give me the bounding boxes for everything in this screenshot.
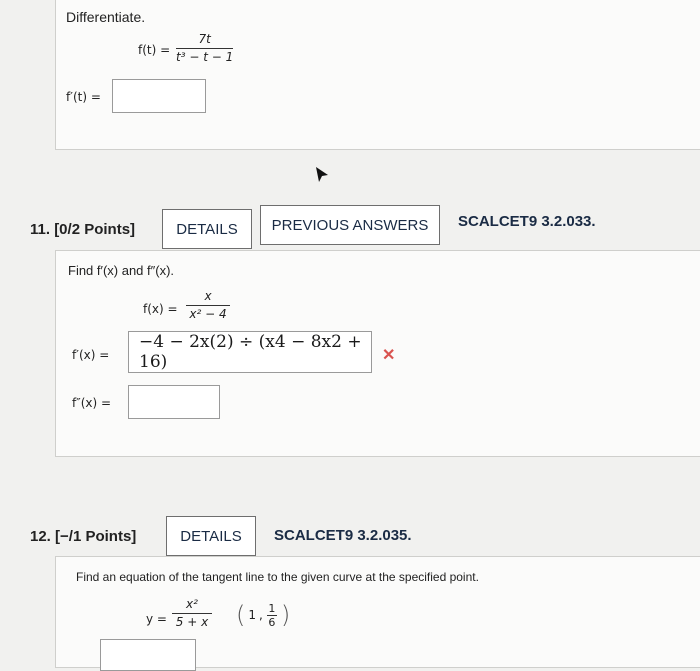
fraction-bar bbox=[172, 613, 212, 614]
specified-point: ( 1 , 1 6 ) bbox=[236, 601, 291, 629]
point-y-denominator: 6 bbox=[268, 615, 276, 629]
problem-11-card bbox=[55, 250, 700, 457]
fdoubleprime-label: f″(x) = bbox=[72, 396, 112, 410]
instruction-text: Find f′(x) and f″(x). bbox=[68, 263, 175, 278]
function-label: f(x) = bbox=[143, 302, 178, 316]
numerator: x² bbox=[186, 597, 198, 611]
point-y-numerator: 1 bbox=[268, 601, 276, 615]
previous-answers-button[interactable]: PREVIOUS ANSWERS bbox=[260, 205, 440, 245]
fraction-bar bbox=[176, 48, 233, 49]
problem-12-source: SCALCET9 3.2.035. bbox=[274, 527, 412, 544]
curve-fraction bbox=[172, 597, 212, 630]
instruction-text: Differentiate. bbox=[66, 9, 146, 25]
problem-12-card bbox=[55, 556, 700, 668]
y-label: y = bbox=[146, 612, 167, 626]
details-button[interactable]: DETAILS bbox=[166, 516, 256, 556]
details-button[interactable]: DETAILS bbox=[162, 209, 252, 249]
function-fraction bbox=[186, 289, 230, 322]
denominator: 5 + x bbox=[175, 615, 209, 629]
function-fraction bbox=[176, 32, 233, 65]
mouse-cursor-icon bbox=[314, 166, 330, 184]
fprime-label: f′(x) = bbox=[72, 348, 110, 362]
fraction-bar bbox=[186, 305, 230, 306]
instruction-text: Find an equation of the tangent line to the given curve at the specified point. bbox=[76, 570, 479, 584]
derivative-answer-input[interactable] bbox=[112, 79, 206, 113]
numerator: x bbox=[204, 289, 212, 303]
tangent-line-answer-input[interactable] bbox=[100, 639, 196, 671]
fprime-answer-text: −4 − 2x(2) ÷ (x4 − 8x2 + 16) bbox=[139, 332, 362, 372]
problem-11-header: 11. [0/2 Points] bbox=[30, 221, 136, 238]
incorrect-mark-icon: ✕ bbox=[382, 347, 396, 364]
denominator: x² − 4 bbox=[189, 307, 227, 321]
answer-label: f′(t) = bbox=[66, 90, 101, 104]
point-x: 1 bbox=[248, 608, 257, 622]
denominator: t³ − t − 1 bbox=[176, 50, 234, 64]
fdoubleprime-answer-input[interactable] bbox=[128, 385, 220, 419]
problem-12-header: 12. [−/1 Points] bbox=[30, 528, 137, 545]
function-label: f(t) = bbox=[138, 43, 171, 57]
fprime-answer-field[interactable] bbox=[128, 331, 372, 373]
previous-problem-card bbox=[55, 0, 700, 150]
problem-11-source: SCALCET9 3.2.033. bbox=[458, 213, 596, 230]
numerator: 7t bbox=[198, 32, 211, 46]
